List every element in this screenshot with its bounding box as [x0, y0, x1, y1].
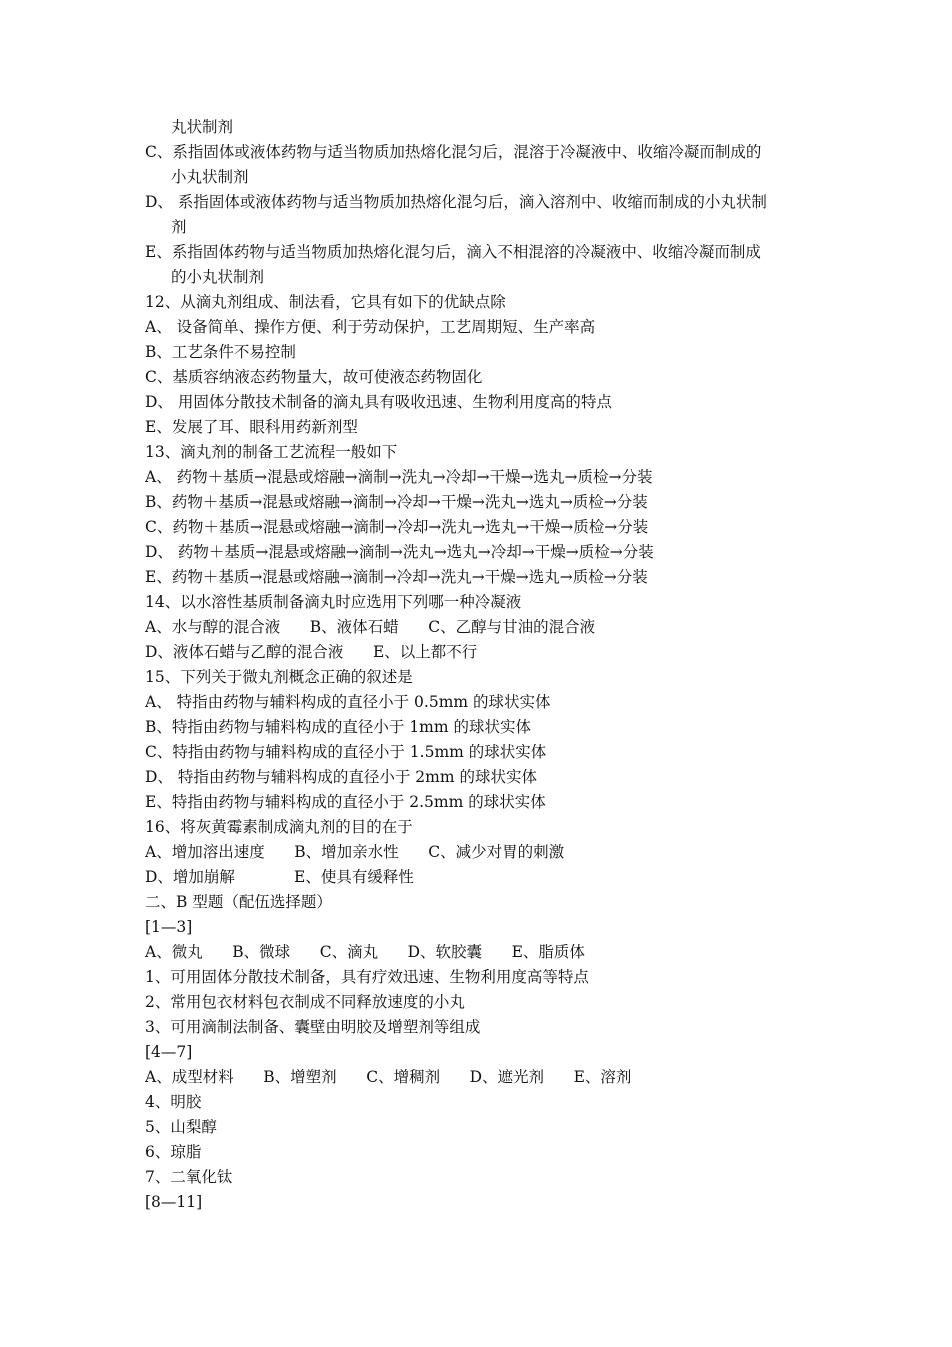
text-line: C、特指由药物与辅料构成的直径小于 1.5mm 的球状实体: [145, 743, 547, 761]
text-line: E、特指由药物与辅料构成的直径小于 2.5mm 的球状实体: [145, 793, 546, 811]
text-line: D、 系指固体或液体药物与适当物质加热熔化混匀后，滴入溶剂中、收缩而制成的小丸状制: [145, 193, 767, 211]
text-line: C、药物＋基质→混悬或熔融→滴制→冷却→洗丸→选丸→干燥→质检→分装: [145, 518, 649, 536]
text-line: C、系指固体或液体药物与适当物质加热熔化混匀后，混溶于冷凝液中、收缩冷凝而制成的: [145, 143, 762, 161]
text-line: 1、可用固体分散技术制备，具有疗效迅速、生物利用度高等特点: [145, 968, 589, 986]
text-line: 剂: [171, 218, 187, 236]
text-line: D、 药物＋基质→混悬或熔融→滴制→洗丸→选丸→冷却→干燥→质检→分装: [145, 543, 654, 561]
text-line: 12、从滴丸剂组成、制法看，它具有如下的优缺点除: [145, 293, 506, 311]
text-line: E、发展了耳、眼科用药新剂型: [145, 418, 358, 436]
text-line: A、微丸 B、微球 C、滴丸 D、软胶囊 E、脂质体: [145, 943, 585, 961]
text-line: 6、琼脂: [145, 1143, 202, 1161]
text-line: [8—11]: [145, 1193, 203, 1211]
text-line: 14、以水溶性基质制备滴丸时应选用下列哪一种冷凝液: [145, 593, 522, 611]
text-line: A、水与醇的混合液 B、液体石蜡 C、乙醇与甘油的混合液: [145, 618, 596, 636]
text-line: 丸状制剂: [171, 118, 234, 136]
text-line: 3、可用滴制法制备、囊壁由明胶及增塑剂等组成: [145, 1018, 481, 1036]
text-line: E、药物＋基质→混悬或熔融→滴制→冷却→洗丸→干燥→选丸→质检→分装: [145, 568, 648, 586]
text-line: A、 药物＋基质→混悬或熔融→滴制→洗丸→冷却→干燥→选丸→质检→分装: [145, 468, 653, 486]
text-line: D、增加崩解 E、使具有缓释性: [145, 868, 414, 886]
text-line: D、 用固体分散技术制备的滴丸具有吸收迅速、生物利用度高的特点: [145, 393, 612, 411]
text-line: 4、明胶: [145, 1093, 202, 1111]
text-line: 2、常用包衣材料包衣制成不同释放速度的小丸: [145, 993, 465, 1011]
text-line: B、药物＋基质→混悬或熔融→滴制→冷却→干燥→洗丸→选丸→质检→分装: [145, 493, 648, 511]
text-line: 13、滴丸剂的制备工艺流程一般如下: [145, 443, 398, 461]
text-line: A、 设备简单、操作方便、利于劳动保护，工艺周期短、生产率高: [145, 318, 596, 336]
text-line: D、液体石蜡与乙醇的混合液 E、以上都不行: [145, 643, 478, 661]
text-line: D、 特指由药物与辅料构成的直径小于 2mm 的球状实体: [145, 768, 537, 786]
text-line: [4—7]: [145, 1043, 193, 1061]
text-line: A、 特指由药物与辅料构成的直径小于 0.5mm 的球状实体: [145, 693, 551, 711]
text-line: 16、将灰黄霉素制成滴丸剂的目的在于: [145, 818, 413, 836]
text-line: B、工艺条件不易控制: [145, 343, 296, 361]
text-line: [1—3]: [145, 918, 193, 936]
text-line: E、系指固体药物与适当物质加热熔化混匀后，滴入不相混溶的冷凝液中、收缩冷凝而制成: [145, 243, 761, 261]
text-line: 15、下列关于微丸剂概念正确的叙述是: [145, 668, 413, 686]
document-page: [145, 115, 825, 1215]
text-line: B、特指由药物与辅料构成的直径小于 1mm 的球状实体: [145, 718, 532, 736]
text-line: 7、二氧化钛: [145, 1168, 233, 1186]
text-line: 二、B 型题（配伍选择题）: [145, 893, 332, 911]
text-line: A、增加溶出速度 B、增加亲水性 C、减少对胃的刺激: [145, 843, 565, 861]
text-line: 的小丸状制剂: [171, 268, 265, 286]
text-line: C、基质容纳液态药物量大，故可使液态药物固化: [145, 368, 483, 386]
text-line: A、成型材料 B、增塑剂 C、增稠剂 D、遮光剂 E、溶剂: [145, 1068, 632, 1086]
text-line: 小丸状制剂: [171, 168, 249, 186]
text-line: 5、山梨醇: [145, 1118, 217, 1136]
